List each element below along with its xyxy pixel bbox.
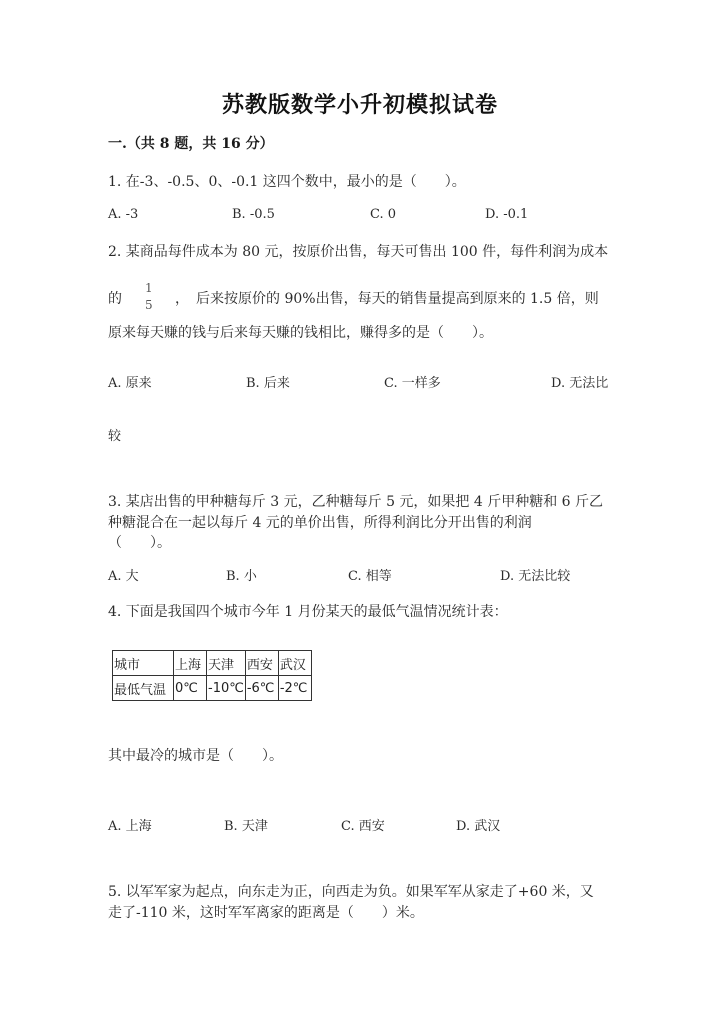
question-2-line-3: 原来每天赚的钱与后来每天赚的钱相比，赚得多的是（ ）。 <box>108 325 493 341</box>
question-1-option-d[interactable]: D. -0.1 <box>485 207 529 222</box>
question-4-option-c[interactable]: C. 西安 <box>341 819 385 834</box>
table-cell: 城市 <box>113 651 174 676</box>
question-3-option-c[interactable]: C. 相等 <box>348 569 392 584</box>
table-cell: -10℃ <box>207 676 246 701</box>
question-3-line-3: （ ）。 <box>108 535 171 551</box>
temperature-table <box>112 650 312 701</box>
question-2-line-2-prefix: 的 <box>108 291 122 307</box>
table-header-row <box>113 651 312 676</box>
question-5-line-1: 5. 以军军家为起点，向东走为正，向西走为负。如果军军从家走了+60 米，又 <box>108 884 594 900</box>
fraction-denominator: 5 <box>145 298 153 312</box>
table-cell: 天津 <box>207 651 246 676</box>
question-2-option-d-wrap: 较 <box>108 429 122 444</box>
question-3-line-2: 种糖混合在一起以每斤 4 元的单价出售，所得利润比分开出售的利润 <box>108 515 532 531</box>
fraction-numerator: 1 <box>145 281 153 295</box>
question-1-text: 1. 在-3、-0.5、0、-0.1 这四个数中，最小的是（ ）。 <box>108 174 466 190</box>
table-cell: 上海 <box>174 651 207 676</box>
section-header: 一.（共 8 题，共 16 分） <box>108 136 274 152</box>
question-1-option-a[interactable]: A. -3 <box>108 207 139 222</box>
table-cell: 0℃ <box>174 676 207 701</box>
question-4-option-a[interactable]: A. 上海 <box>108 819 152 834</box>
question-2-option-c[interactable]: C. 一样多 <box>384 376 441 391</box>
question-1-option-b[interactable]: B. -0.5 <box>232 207 275 222</box>
fraction-one-fifth <box>145 280 153 314</box>
question-2-line-2-suffix: ， 后来按原价的 90%出售，每天的销售量提高到原来的 1.5 倍，则 <box>175 291 599 307</box>
table-cell: 武汉 <box>278 651 311 676</box>
table-cell: 西安 <box>245 651 278 676</box>
question-4-option-d[interactable]: D. 武汉 <box>456 819 501 834</box>
question-3-option-d[interactable]: D. 无法比较 <box>500 569 571 584</box>
question-3-option-a[interactable]: A. 大 <box>108 569 139 584</box>
question-2-line-1: 2. 某商品每件成本为 80 元，按原价出售，每天可售出 100 件，每件利润为成本 <box>108 244 609 260</box>
question-5-line-2: 走了-110 米，这时军军离家的距离是（ ）米。 <box>108 905 424 921</box>
table-row <box>113 676 312 701</box>
question-4-prompt: 其中最冷的城市是（ ）。 <box>108 748 283 764</box>
question-4-option-b[interactable]: B. 天津 <box>224 819 268 834</box>
question-2-option-a[interactable]: A. 原来 <box>108 376 152 391</box>
question-4-text: 4. 下面是我国四个城市今年 1 月份某天的最低气温情况统计表： <box>108 604 508 620</box>
page-title: 苏教版数学小升初模拟试卷 <box>221 92 498 118</box>
table-cell: 最低气温 <box>113 676 174 701</box>
table-cell: -6℃ <box>245 676 278 701</box>
table-cell: -2℃ <box>278 676 311 701</box>
question-3-option-b[interactable]: B. 小 <box>226 569 257 584</box>
question-3-line-1: 3. 某店出售的甲种糖每斤 3 元，乙种糖每斤 5 元，如果把 4 斤甲种糖和 6 斤乙 <box>108 494 604 510</box>
question-2-option-d[interactable]: D. 无法比 <box>551 376 609 391</box>
question-1-option-c[interactable]: C. 0 <box>370 207 397 222</box>
question-2-option-b[interactable]: B. 后来 <box>246 376 290 391</box>
